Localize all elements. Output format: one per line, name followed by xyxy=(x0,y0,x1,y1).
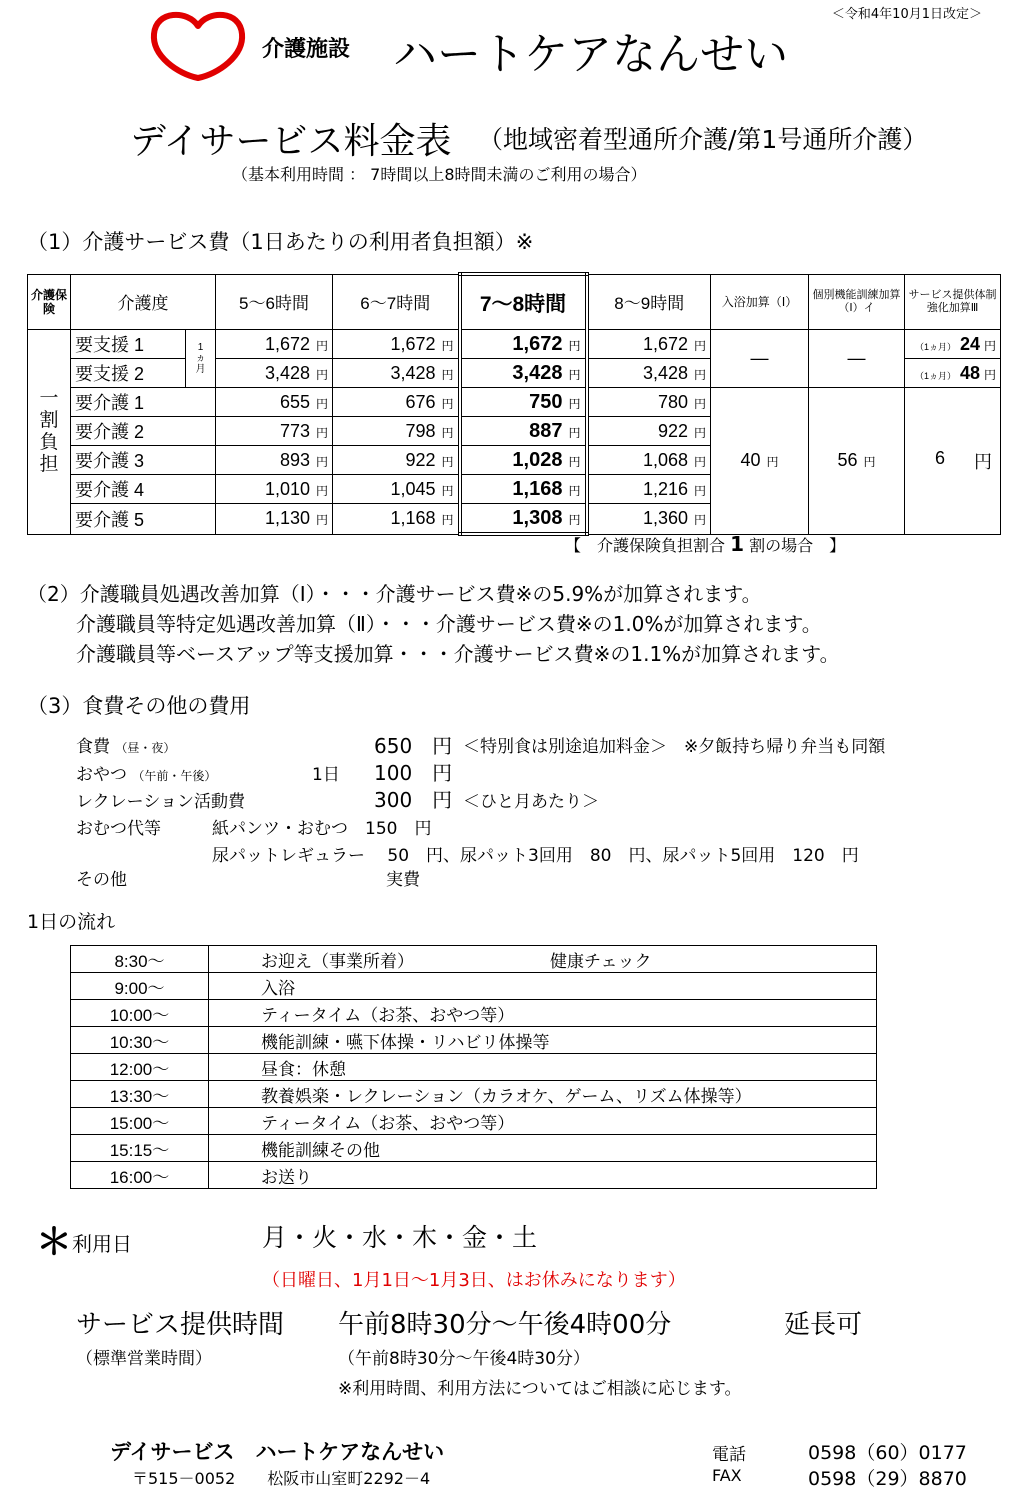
fee-cell-highlight: 1,028 円 xyxy=(460,446,587,475)
schedule-activity: 昼食：休憩 xyxy=(209,1054,877,1081)
header-service-addon: サービス提供体制強化加算Ⅲ xyxy=(905,274,1001,330)
schedule-activity: 教養娯楽・レクレーション（カラオケ、ゲーム、リズム体操等） xyxy=(209,1081,877,1108)
facility-name: ハートケアなんせい xyxy=(393,29,789,80)
schedule-time: 8:30～ xyxy=(71,946,209,973)
fee-cell: 1,360 円 xyxy=(587,504,711,535)
basic-time-note: （基本利用時間 ： 7時間以上8時間未満のご利用の場合） xyxy=(232,165,647,184)
one-割-burden-label: 一割負担 xyxy=(28,330,71,535)
fax-label: FAX xyxy=(712,1466,742,1485)
fee-cell: 773 円 xyxy=(216,417,333,446)
schedule-row xyxy=(71,1108,877,1135)
extension-note: 延長可 xyxy=(784,1310,863,1340)
bath-addon-value: 40 円 xyxy=(711,388,809,535)
schedule-time: 9:00～ xyxy=(71,973,209,1000)
header-7-8h: 7～8時間 xyxy=(460,274,587,330)
addon-line-3: 介護職員等ベースアップ等支援加算・・・介護サービス費※の1.1%が加算されます。 xyxy=(76,642,840,666)
header-bath-addon: 入浴加算（Ⅰ） xyxy=(711,274,809,330)
schedule-activity: お迎え（事業所着） 健康チェック xyxy=(209,946,877,973)
fee-cell: 3,428 円 xyxy=(333,359,460,388)
fee-cell: 893 円 xyxy=(216,446,333,475)
meal-label: 食費 （昼・夜） xyxy=(76,737,176,757)
daily-schedule-table xyxy=(70,945,877,1189)
fee-cell-highlight: 1,308 円 xyxy=(460,504,587,535)
header-care-level: 介護度 xyxy=(71,274,216,330)
schedule-row xyxy=(71,1027,877,1054)
fee-cell: 3,428 円 xyxy=(587,359,711,388)
header-6-7h: 6～7時間 xyxy=(333,274,460,330)
service-monthly-cell: （1ヵ月） 24 円 xyxy=(905,330,1001,359)
fax-number: 0598（29）8870 xyxy=(808,1468,967,1490)
training-addon-value: 56 円 xyxy=(809,388,905,535)
header-insurance: 介護保険 xyxy=(28,274,71,330)
schedule-time: 15:00～ xyxy=(71,1108,209,1135)
service-hours-value: 午前8時30分～午後4時00分 xyxy=(338,1310,672,1340)
snack-day: 1日 xyxy=(312,765,340,785)
schedule-time: 16:00～ xyxy=(71,1162,209,1189)
schedule-activity: 機能訓練・嚥下体操・リハビリ体操等 xyxy=(209,1027,877,1054)
standard-hours-value: （午前8時30分～午後4時30分） xyxy=(338,1349,590,1369)
addon-line-2: 介護職員等特定処遇改善加算（Ⅱ）・・・介護サービス費※の1.0%が加算されます。 xyxy=(76,612,822,636)
fee-cell: 1,045 円 xyxy=(333,475,460,504)
schedule-time: 13:30～ xyxy=(71,1081,209,1108)
one-month-tag: 1ヵ月 xyxy=(186,330,216,388)
schedule-activity: 機能訓練その他 xyxy=(209,1135,877,1162)
schedule-row xyxy=(71,1162,877,1189)
fee-cell-highlight: 1,672 円 xyxy=(460,330,587,359)
document-title: デイサービス料金表 xyxy=(130,121,452,162)
grade-cell: 要介護 4 xyxy=(71,475,216,504)
burden-ratio-note: 【 介護保険負担割合 1 割の場合 】 xyxy=(565,532,846,556)
usage-days-label: 利用日 xyxy=(72,1232,132,1256)
fee-cell: 1,672 円 xyxy=(333,330,460,359)
footer-facility-name: デイサービス ハートケアなんせい xyxy=(110,1440,445,1464)
revision-date: ＜令和4年10月1日改定＞ xyxy=(831,7,982,22)
schedule-time: 10:30～ xyxy=(71,1027,209,1054)
tel-number: 0598（60）0177 xyxy=(808,1442,967,1464)
recreation-remark: ＜ひと月あたり＞ xyxy=(463,792,599,812)
grade-cell: 要介護 2 xyxy=(71,417,216,446)
fee-cell-highlight: 1,168 円 xyxy=(460,475,587,504)
schedule-time: 12:00～ xyxy=(71,1054,209,1081)
fee-cell: 922 円 xyxy=(333,446,460,475)
diaper-label: おむつ代等 xyxy=(76,819,161,839)
addon-line-1: （2）介護職員処遇改善加算（Ⅰ）・・・介護サービス費※の5.9%が加算されます。 xyxy=(27,582,762,606)
fee-cell: 798 円 xyxy=(333,417,460,446)
schedule-row xyxy=(71,1054,877,1081)
grade-cell: 要介護 3 xyxy=(71,446,216,475)
fee-cell: 655 円 xyxy=(216,388,333,417)
fee-cell: 1,672 円 xyxy=(587,330,711,359)
fee-cell-highlight: 750 円 xyxy=(460,388,587,417)
standard-hours-label: （標準営業時間） xyxy=(76,1349,212,1369)
recreation-price: 300 円 xyxy=(374,788,453,812)
fee-cell: 1,216 円 xyxy=(587,475,711,504)
header-5-6h: 5～6時間 xyxy=(216,274,333,330)
schedule-activity: ティータイム（お茶、おやつ等） xyxy=(209,1000,877,1027)
fee-cell: 1,168 円 xyxy=(333,504,460,535)
schedule-row xyxy=(71,1135,877,1162)
fee-table-header-row xyxy=(28,274,1001,330)
other-label: その他 xyxy=(76,870,127,890)
flow-heading: 1日の流れ xyxy=(27,911,116,933)
usage-days: 月・火・水・木・金・土 xyxy=(262,1223,538,1252)
meal-remark: ＜特別食は別途追加料金＞ ※夕飯持ち帰り弁当も同額 xyxy=(463,737,886,757)
section3-heading: （3）食費その他の費用 xyxy=(27,694,251,718)
fee-cell: 1,130 円 xyxy=(216,504,333,535)
service-monthly-cell: （1ヵ月） 48 円 xyxy=(905,359,1001,388)
fee-cell: 1,672 円 xyxy=(216,330,333,359)
schedule-time: 15:15～ xyxy=(71,1135,209,1162)
fee-cell: 676 円 xyxy=(333,388,460,417)
fee-cell: 1,010 円 xyxy=(216,475,333,504)
other-value: 実費 xyxy=(386,870,420,890)
facility-type: 介護施設 xyxy=(262,37,351,62)
red-heart-outline-icon xyxy=(148,8,248,82)
header-8-9h: 8～9時間 xyxy=(587,274,711,330)
section1-heading: （1）介護サービス費（1日あたりの利用者負担額）※ xyxy=(27,230,534,254)
schedule-row xyxy=(71,946,877,973)
snack-price: 100 円 xyxy=(374,761,453,785)
fee-cell-highlight: 3,428 円 xyxy=(460,359,587,388)
diaper-pants-price: 紙パンツ・おむつ 150 円 xyxy=(212,819,432,839)
fee-row xyxy=(28,388,1001,417)
fee-cell-highlight: 887 円 xyxy=(460,417,587,446)
service-hours-label: サービス提供時間 xyxy=(76,1310,285,1340)
fee-cell: 922 円 xyxy=(587,417,711,446)
recreation-label: レクレーション活動費 xyxy=(76,792,245,812)
schedule-row xyxy=(71,1081,877,1108)
grade-cell: 要支援 1 xyxy=(71,330,186,359)
fee-row xyxy=(28,330,1001,359)
closed-days-note: （日曜日、1月1日～1月3日、はお休みになります） xyxy=(262,1270,686,1291)
asterisk-mark: ＊ xyxy=(36,1222,73,1263)
schedule-row xyxy=(71,1000,877,1027)
bath-dash: ― xyxy=(711,330,809,388)
meal-price: 650 円 xyxy=(374,734,453,758)
header-training-addon: 個別機能訓練加算（Ⅰ）イ xyxy=(809,274,905,330)
schedule-activity: お送り xyxy=(209,1162,877,1189)
tel-label: 電話 xyxy=(712,1445,746,1465)
footer-address: 〒515－0052 松阪市山室町2292－4 xyxy=(132,1469,431,1488)
schedule-activity: ティータイム（お茶、おやつ等） xyxy=(209,1108,877,1135)
diaper-pads-price: 尿パットレギュラー 50 円、尿パット3回用 80 円、尿パット5回用 120 円 xyxy=(212,846,859,866)
consultation-note: ※利用時間、利用方法についてはご相談に応じます。 xyxy=(338,1379,742,1399)
schedule-activity: 入浴 xyxy=(209,973,877,1000)
schedule-time: 10:00～ xyxy=(71,1000,209,1027)
fee-table xyxy=(27,272,1001,536)
fee-cell: 3,428 円 xyxy=(216,359,333,388)
grade-cell: 要支援 2 xyxy=(71,359,186,388)
training-dash: ― xyxy=(809,330,905,388)
service-addon-value: 6 円 xyxy=(905,388,1001,535)
schedule-row xyxy=(71,973,877,1000)
document-subtitle: （地域密着型通所介護/第1号通所介護） xyxy=(478,125,928,154)
grade-cell: 要介護 1 xyxy=(71,388,216,417)
fee-cell: 780 円 xyxy=(587,388,711,417)
snack-label: おやつ （午前・午後） xyxy=(76,765,217,785)
grade-cell: 要介護 5 xyxy=(71,504,216,535)
fee-cell: 1,068 円 xyxy=(587,446,711,475)
